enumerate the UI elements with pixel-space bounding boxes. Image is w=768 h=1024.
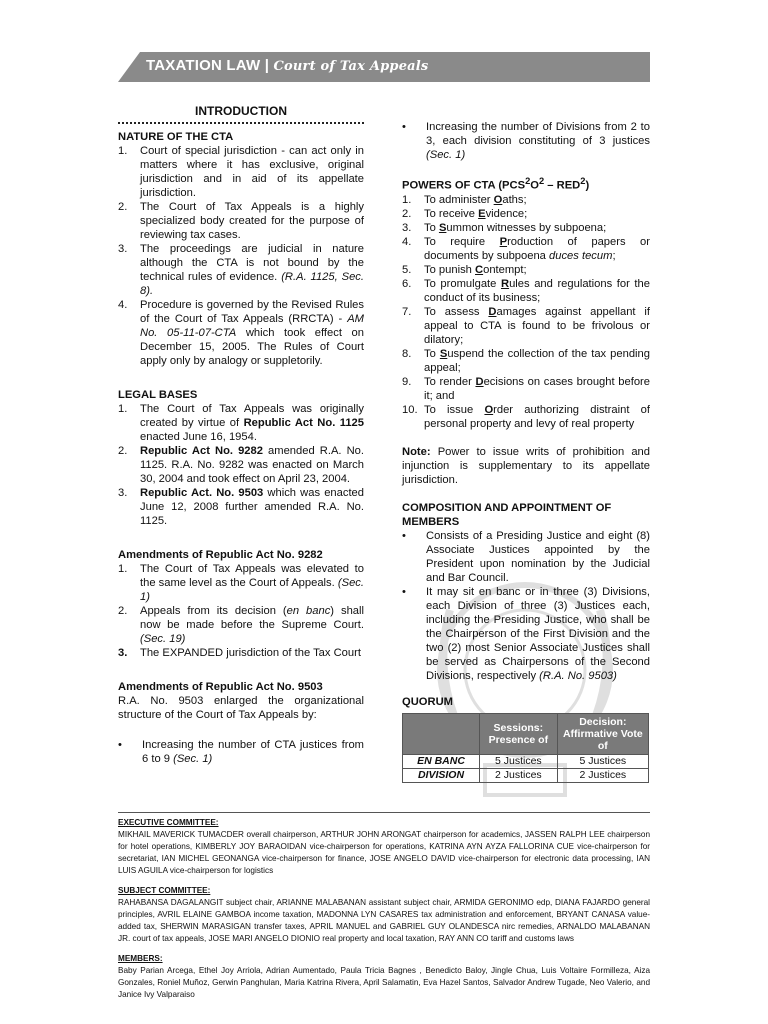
footer-divider (118, 812, 650, 813)
title-main: TAXATION LAW | (146, 57, 270, 74)
amend9503-heading: Amendments of Republic Act No. 9503 (118, 681, 323, 693)
page-title (146, 57, 428, 74)
table-row: EN BANC 5 Justices 5 Justices (403, 754, 649, 768)
quorum-heading: QUORUM (402, 695, 453, 708)
exec-heading: EXECUTIVE COMMITTEE: (118, 818, 219, 827)
amend9282-heading: Amendments of Republic Act No. 9282 (118, 549, 323, 561)
list-item: • Increasing the number of Divisions from 2 to 3, each division constituting of 3 justices (Sec. 1) (402, 121, 650, 161)
legal-heading: LEGAL BASES (118, 389, 198, 401)
list-item: 8. To Suspend the collection of the tax pending appeal; (402, 347, 650, 374)
members-text: Baby Parian Arcega, Ethel Joy Arriola, Adrian Aumentado, Paula Tricia Bagnes , Benedicto Baloy, Jingle Chua, Luis Voltaire Formilleza, Aiza Gonzales, Roniel Muñoz, Gerwin Panghulan, Maria Katrina Rivera, April Salamatin, Eva Hazel Santos, Salvador Andrew Tugade, Neo Valerio, and Janice Ivy Valparaiso (118, 966, 650, 999)
table-header (403, 713, 480, 754)
list-item: 3. Republic Act. No. 9503 which was enacted June 12, 2008 further amended R.A. No. 1125. (118, 487, 364, 527)
dotted-divider (118, 122, 364, 124)
list-item: 1. Court of special jurisdiction - can act only in matters where it has exclusive, original jurisdiction and in aid of its appellate jurisdiction. (118, 145, 364, 199)
list-item: 3. The EXPANDED jurisdiction of the Tax Court (118, 647, 361, 659)
right-column (402, 120, 650, 783)
intro-heading: INTRODUCTION (195, 104, 287, 118)
list-item: 2. Appeals from its decision (en banc) shall now be made before the Supreme Court. (Sec. 19) (118, 605, 364, 645)
list-item: 6. To promulgate Rules and regulations for the conduct of its business; (402, 277, 650, 304)
title-sub: Court of Tax Appeals (273, 59, 429, 74)
list-item: 1. The Court of Tax Appeals was originally created by virtue of Republic Act No. 1125 enacted June 16, 1954. (118, 403, 365, 443)
composition-heading: COMPOSITION AND APPOINTMENT OF MEMBERS (402, 501, 612, 528)
table-header: Decision: Affirmative Vote of (557, 713, 648, 754)
amend9503-text: R.A. No. 9503 enlarged the organizational structure of the Court of Tax Appeals by: (118, 695, 364, 721)
list-item: 2. The Court of Tax Appeals is a highly specialized body created for the purpose of reviewing tax cases. (118, 201, 364, 241)
banner-corner (118, 52, 140, 82)
list-item: 5. To punish Contempt; (402, 263, 527, 276)
note-paragraph: Note: Power to issue writs of prohibition and injunction is supplementary to its appellate jurisdiction. (402, 445, 650, 486)
list-item: 3. The proceedings are judicial in nature although the CTA is not bound by the technical rules of evidence. (R.A. 1125, Sec. 8). (118, 243, 364, 297)
header-banner (118, 52, 650, 82)
exec-text: MIKHAIL MAVERICK TUMACDER overall chairperson, ARTHUR JOHN ARONGAT chairperson for academics, JASSEN RALPH LEE chairperson for hotel operations, KIMBERLY JOY BARAOIDAN vice-chairperson for operations, KATRINA AYN AYZA FALLORINA CUE vice-chairperson for secretariat, IAN MICHEL GEONANGA vice-chairperson for finance, JOSE ANGELO DAVID vice-chairperson for electronic data processing, IAN LUIS AGUILA vice-chairperson for logistics (118, 830, 650, 875)
list-item: • Consists of a Presiding Justice and eight (8) Associate Justices appointed by the President upon nomination by the Judicial and Bar Council. (402, 529, 650, 584)
subject-text: RAHABANSA DAGALANGIT subject chair, ARIANNE MALABANAN assistant subject chair, ARMIDA GERONIMO edp, DIANA FAJARDO general principles, AVRIL ELAINE GAMBOA income taxation, MADONNA LYN CASARES tax administration and enforcement, BRYANT CANASA value-added tax, SHERWIN MARASIGAN transfer taxes, APRIL MANUEL and GABRIEL GUY OLANDESCA nirc remedies, ARNALDO MALABANAN JR. court of tax appeals, JOSE MARI ANGELO DIONIO real property and local taxation, RAY ANN CO tariff and customs laws (118, 898, 650, 943)
left-column (118, 104, 364, 766)
list-item: 9. To render Decisions on cases brought before it; and (402, 375, 650, 402)
table-row: DIVISION 2 Justices 2 Justices (403, 768, 649, 782)
list-item: • It may sit en banc or in three (3) Divisions, each Division of three (3) Justices each, including the Presiding Justice, who shall be the Chairperson of the First Division and the two (2) most Senior Associate Justices shall be served as Chairpersons of the Second Divisions, respectively (R.A. No. 9503) (402, 585, 650, 682)
list-item: 2. To receive Evidence; (402, 207, 528, 220)
table-header: Sessions: Presence of (480, 713, 558, 754)
footer-credits (118, 812, 650, 1001)
list-item: 4. Procedure is governed by the Revised Rules of the Court of Tax Appeals (RRCTA) - AM No. 05-11-07-CTA which took effect on December 15, 2005. The Rules of Court apply only by analogy or suppletorily. (118, 299, 364, 367)
list-item: 3. To Summon witnesses by subpoena; (402, 221, 607, 234)
list-item: 4. To require Production of papers or documents by subpoena duces tecum; (402, 235, 650, 262)
list-item: 10. To issue Order authorizing distraint of personal property and levy of real property (402, 403, 651, 430)
quorum-table (402, 713, 649, 783)
list-item: 7. To assess Damages against appellant if appeal to CTA is found to be frivolous or dilatory; (402, 305, 650, 346)
nature-heading: NATURE OF THE CTA (118, 131, 234, 143)
list-item: 2. Republic Act No. 9282 amended R.A. No. 1125. R.A. No. 9282 was enacted on March 30, 2004 and took effect on April 23, 2004. (118, 445, 364, 485)
members-heading: MEMBERS: (118, 954, 163, 963)
list-item: 1. The Court of Tax Appeals was elevated to the same level as the Court of Appeals. (Sec. 1) (118, 563, 364, 603)
list-item: • Increasing the number of CTA justices from 6 to 9 (Sec. 1) (118, 739, 364, 765)
list-item: 1. To administer Oaths; (402, 193, 527, 206)
subject-heading: SUBJECT COMMITTEE: (118, 886, 211, 895)
powers-heading: POWERS OF CTA $(PCS^2O^2 - RED^2)$ (402, 176, 590, 192)
